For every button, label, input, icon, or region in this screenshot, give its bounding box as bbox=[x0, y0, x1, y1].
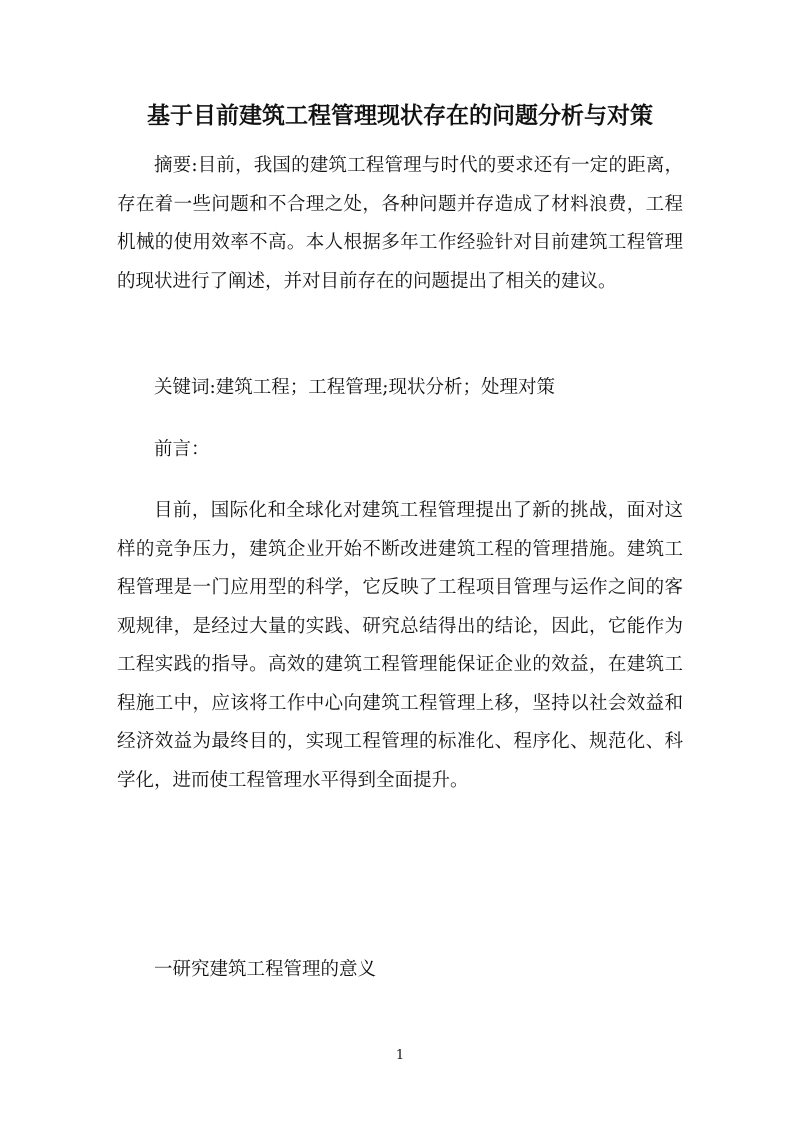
document-title: 基于目前建筑工程管理现状存在的问题分析与对策 bbox=[147, 103, 653, 129]
page-number: 1 bbox=[395, 1048, 405, 1063]
section-heading: 一研究建筑工程管理的意义 bbox=[154, 959, 377, 980]
intro-paragraph: 目前，国际化和全球化对建筑工程管理提出了新的挑战，面对这样的竞争压力，建筑企业开始不断改进建筑工程的管理措施。建筑工程管理是一门应用型的科学，它反映了工程项目管理与运作之间的客观规律，是经过大量的实践、研究总结得出的结论，因此，它能作为工程实践的指导。高效的建筑工程管理能保证企业的效益，在建筑工程施工中，应该将工作中心向建筑工程管理上移，坚持以社会效益和经济效益为最终目的，实现工程管理的标准化、程序化、规范化、科学化，进而使工程管理水平得到全面提升。 bbox=[117, 500, 683, 791]
abstract-paragraph: 摘要:目前，我国的建筑工程管理与时代的要求还有一定的距离，存在着一些问题和不合理之处，各种问题并存造成了材料浪费，工程机械的使用效率不高。本人根据多年工作经验针对目前建筑工程管理的现状进行了阐述，并对目前存在的问题提出了相关的建议。 bbox=[117, 155, 683, 292]
keywords-line: 关键词:建筑工程；工程管理;现状分析；处理对策 bbox=[154, 377, 555, 398]
preface-label: 前言： bbox=[154, 439, 210, 460]
